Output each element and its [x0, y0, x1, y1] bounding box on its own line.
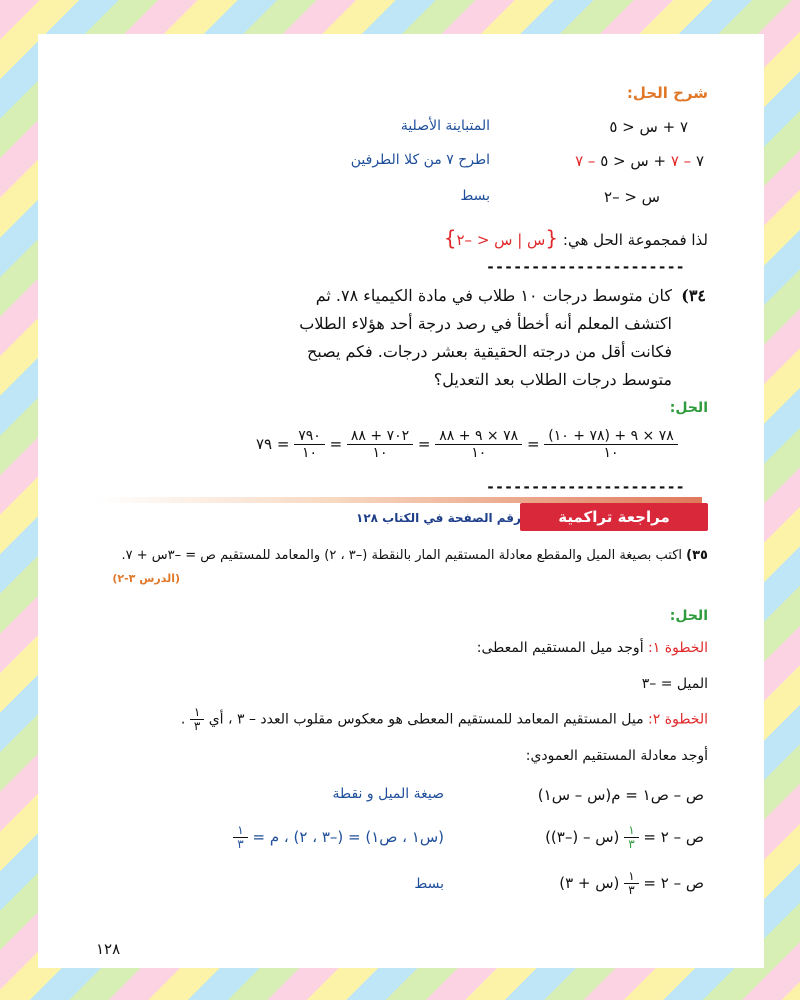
q34-answer-label: الحل:	[669, 400, 708, 416]
solution-heading: شرح الحل:	[626, 84, 708, 102]
q35-lesson: (الدرس ٣-٢)	[112, 572, 180, 585]
q35-eq1-expr: ص – ص١ = م(س – س١)	[537, 786, 704, 804]
q34-line-3: فكانت أقل من درجته الحقيقية بعشر درجات. فكم يصبح	[306, 342, 672, 361]
q35-answer-label: الحل:	[669, 608, 708, 624]
q34-equation: ٧٩ = $\frac{٧٩٠}{١٠}$ = $\frac{٧٠٢ + ٨٨}{١٠}$ = $\frac{٧٨ \times ٩ + ٨٨}{١٠}$ = $\frac{٧٨ \times ٩ + (٧٨ + ١٠)}{١٠}$	[256, 428, 678, 461]
q34-number: ٣٤)	[681, 286, 706, 305]
q35-eq2-note: (س١ ، ص١) = (–٣ ، ٢) ، م = $\frac{١}{٣}$	[233, 824, 444, 851]
page-number: ١٢٨	[96, 940, 121, 958]
review-page-ref: رقم الصفحة في الكتاب ١٢٨	[356, 511, 521, 525]
q34-result: ٧٩	[256, 435, 273, 453]
q35-step1: الخطوة ١: أوجد ميل المستقيم المعطى:	[476, 640, 708, 656]
ineq-row-2-expr: ٧ – ٧ + س < ٥ – ٧	[575, 152, 704, 170]
ineq-row-3-note: بسط	[460, 188, 490, 204]
q35-step2: الخطوة ٢: ميل المستقيم المعامد للمستقيم المعطى هو معكوس مقلوب العدد – ٣ ، أي $\frac{١}{٣}$ .	[180, 705, 708, 733]
divider-1: ----------------------	[486, 258, 685, 276]
review-banner-title: مراجعة تراكمية	[520, 503, 708, 531]
q35-eq1-note: صيغة الميل و نقطة	[332, 786, 444, 802]
q34-line-4: متوسط درجات الطلاب بعد التعديل؟	[433, 370, 672, 389]
q35-text: اكتب بصيغة الميل والمقطع معادلة المستقيم المار بالنقطة (–٣ ، ٢) والمعامد للمستقيم ص = –٣س + ٧.	[121, 548, 682, 563]
q35-eq3-expr: ص – ٢ = $\frac{١}{٣}$ (س + ٣)	[559, 869, 704, 897]
q34-line-2: اكتشف المعلم أنه أخطأ في رصد درجة أحد هؤلاء الطلاب	[299, 314, 672, 333]
q35-eq2-expr: ص – ٢ = $\frac{١}{٣}$ (س – (–٣))	[545, 823, 704, 851]
q35-slope: الميل = –٣	[641, 676, 708, 692]
q35-number: ٣٥)	[686, 548, 708, 563]
divider-2: ----------------------	[486, 478, 685, 496]
ineq-row-1-expr: ٧ + س < ٥	[609, 118, 688, 136]
q35-eq3-note: بسط	[414, 876, 444, 892]
ineq-row-1-note: المتباينة الأصلية	[400, 118, 490, 134]
ineq-row-3-expr: س < –٢	[604, 188, 660, 206]
q35-perp-line: أوجد معادلة المستقيم العمودي:	[525, 748, 708, 764]
q34-line-1: كان متوسط درجات ١٠ طلاب في مادة الكيمياء ٧٨. ثم	[315, 286, 672, 305]
solution-set-line: لذا فمجموعة الحل هي: {س | س < –٢}	[443, 226, 708, 250]
ineq-row-2-note: اطرح ٧ من كلا الطرفين	[350, 152, 490, 168]
